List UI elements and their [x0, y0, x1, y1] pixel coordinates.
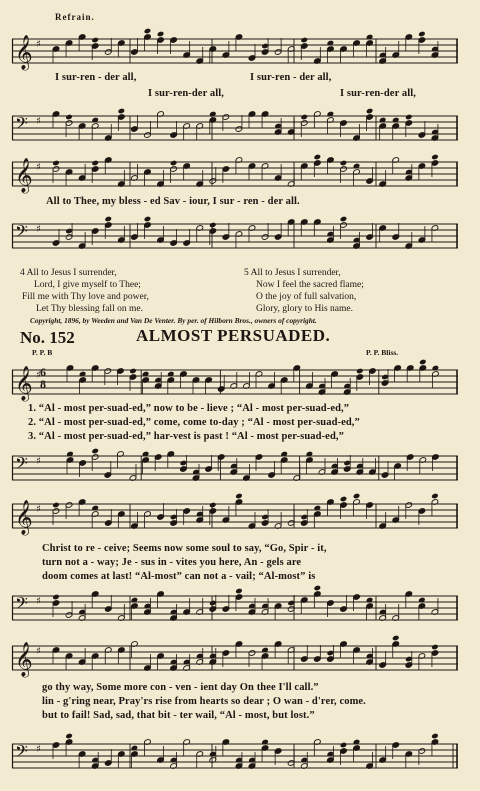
- verse-5: [244, 267, 364, 315]
- copyright-notice: Copyright, 1896, by Weeden and Van De Venter. By per. of Hilborn Bros., owners of copyright.: [30, 316, 317, 325]
- staff-bass-2: [12, 218, 458, 254]
- lyric-line-1b: I sur-ren - der all,: [250, 72, 332, 83]
- svg-text:♯: ♯: [36, 596, 41, 607]
- svg-text:♯: ♯: [36, 646, 41, 657]
- staff-treble-2: [12, 156, 458, 192]
- staff-treble-1: [12, 33, 458, 69]
- hymn-title: ALMOST PERSUADED.: [136, 326, 331, 345]
- hymn-lyric-1-verse-3: 3. “Al - most per-suad-ed,” har-vest is past ! “Al - most per-suad-ed,”: [28, 431, 344, 442]
- lyric-line-3: All to Thee, my bless - ed Sav - iour, I sur - ren - der all.: [46, 196, 300, 207]
- hymn-lyric-1-verse-1: 1. “Al - most per-suad-ed,” now to be - lieve ; “Al - most per-suad-ed,”: [28, 403, 350, 414]
- time-signature-top: 6: [40, 365, 46, 379]
- hymn-lyric-1-verse-2: 2. “Al - most per-suad-ed,” come, come to-day ; “Al - most per-suad-ed,”: [28, 417, 360, 428]
- svg-text:♯: ♯: [36, 504, 41, 515]
- svg-text:𝄞: 𝄞: [15, 35, 33, 70]
- verse-5-line-1: 5 All to Jesus I surrender,: [244, 268, 341, 278]
- svg-text:𝄢: 𝄢: [15, 593, 28, 617]
- staff-treble-5: [12, 640, 458, 676]
- hymn-lyric-2-verse-3: doom comes at last! “Al-most” can not a - vail; “Al-most” is: [42, 571, 316, 582]
- svg-text:𝄢: 𝄢: [15, 741, 28, 765]
- svg-text:♯: ♯: [36, 224, 41, 235]
- svg-text:𝄢: 𝄢: [15, 221, 28, 245]
- svg-text:𝄢: 𝄢: [15, 113, 28, 137]
- svg-text:♯: ♯: [36, 456, 41, 467]
- verse-4-line-3: Fill me with Thy love and power,: [22, 292, 149, 302]
- hymn-lyric-3-verse-2: lin - g'ring near, Pray'rs rise from hearts so dear ; O wan - d'rer, come.: [42, 696, 366, 707]
- staff-bass-1: [12, 110, 458, 146]
- lyric-line-2b: I sur-ren-der all,: [340, 88, 416, 99]
- hymn-lyric-3-verse-1: go thy way, Some more con - ven - ient day On thee I'll call.”: [42, 682, 319, 693]
- verse-5-line-4: Glory, glory to His name.: [256, 304, 354, 314]
- svg-text:♯: ♯: [36, 744, 41, 755]
- time-signature-bottom: 8: [40, 377, 46, 391]
- staff-bass-5: [12, 738, 458, 774]
- staff-treble-4: [12, 498, 458, 534]
- verse-5-line-3: O the joy of full salvation,: [256, 292, 357, 302]
- verse-4-line-2: Lord, I give myself to Thee;: [34, 280, 141, 290]
- svg-text:𝄞: 𝄞: [15, 366, 33, 401]
- lyric-line-1a: I sur-ren - der all,: [55, 72, 137, 83]
- hymn-lyric-2-verse-1: Christ to re - ceive; Seems now some soul to say, “Go, Spir - it,: [42, 543, 327, 554]
- svg-text:♯: ♯: [36, 116, 41, 127]
- staff-bass-3: [12, 450, 458, 486]
- svg-text:𝄞: 𝄞: [15, 500, 33, 535]
- staff-treble-3: [12, 364, 458, 400]
- hymn-lyric-2-verse-2: turn not a - way; Je - sus in - vites you here, An - gels are: [42, 557, 302, 568]
- verse-5-line-2: Now I feel the sacred flame;: [256, 280, 364, 290]
- svg-text:♯: ♯: [36, 370, 41, 381]
- verse-4-line-4: Let Thy blessing fall on me.: [36, 304, 143, 314]
- verse-4: [20, 267, 149, 315]
- refrain-label: Refrain.: [55, 12, 95, 22]
- words-credit: P. P. B: [32, 348, 53, 357]
- svg-text:𝄢: 𝄢: [15, 453, 28, 477]
- time-signature: [40, 366, 46, 390]
- hymn-lyric-3-verse-3: but to fail! Sad, sad, that bit - ter wail, “Al - most, but lost.”: [42, 710, 315, 721]
- svg-text:𝄞: 𝄞: [15, 158, 33, 193]
- lyric-line-2a: I sur-ren-der all,: [148, 88, 224, 99]
- svg-text:♯: ♯: [36, 39, 41, 50]
- staff-bass-4: [12, 590, 458, 626]
- hymn-number: No. 152: [20, 328, 75, 347]
- music-credit: P. P. Bliss.: [366, 348, 399, 357]
- verse-4-line-1: 4 All to Jesus I surrender,: [20, 268, 117, 278]
- svg-text:♯: ♯: [36, 162, 41, 173]
- svg-text:𝄞: 𝄞: [15, 642, 33, 677]
